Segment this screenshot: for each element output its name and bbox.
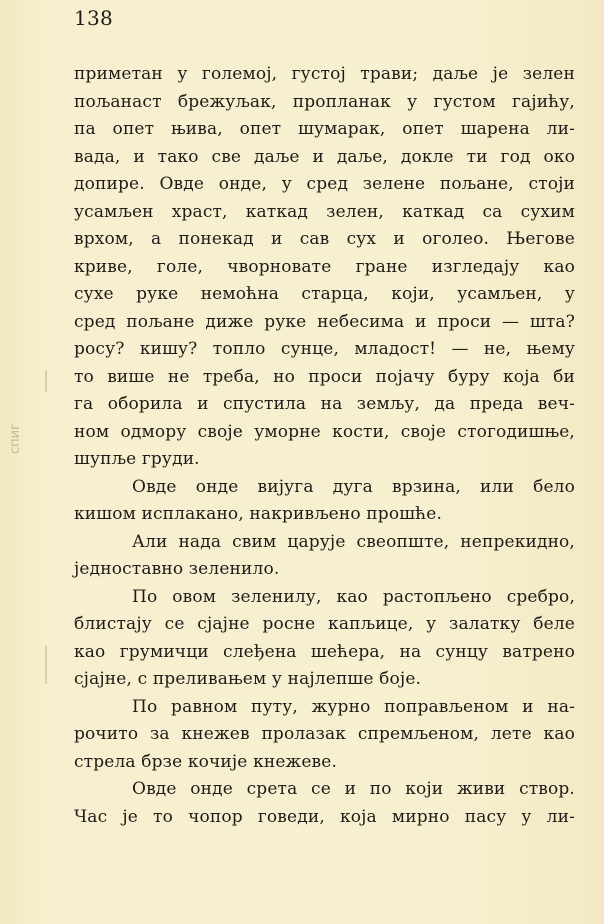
- text-line: једноставно зеленило.: [74, 559, 280, 579]
- paragraph-first-line: Овде онде срета се и по који живи створ.: [132, 779, 575, 799]
- text-line: кишом исплакано, накривљено прошће.: [74, 504, 443, 524]
- margin-pencil-stroke: [45, 646, 47, 684]
- margin-pencil-stroke: [45, 370, 47, 392]
- text-line: га оборила и спустила на земљу, да преда веч-: [74, 394, 575, 414]
- text-line: шупље груди.: [74, 449, 200, 469]
- text-line: блистају се сјајне росне капљице, у залатку беле: [74, 614, 575, 634]
- text-line: стрела брзе кочије кнежеве.: [74, 751, 338, 772]
- text-line: то више не треба, но проси појачу буру која би: [74, 366, 575, 387]
- text-line: криве, голе, чворновате гране изгледају као: [74, 256, 575, 277]
- text-line: приметан у големој, густој трави; даље је зелен: [74, 64, 575, 84]
- margin-pencil-note: спиг: [8, 423, 23, 454]
- page-number: 138: [74, 6, 114, 30]
- paragraph-first-line: По равном путу, журно поправљеном и на-: [132, 696, 575, 717]
- text-line: врхом, а понекад и сав сух и оголео. Његове: [74, 229, 575, 249]
- text-line: росу? кишу? топло сунце, младост! — не, њему: [74, 339, 575, 359]
- text-line: Час је то чопор говеди, која мирно пасу у ли-: [74, 806, 575, 827]
- text-line: вада, и тако све даље и даље, докле ти год око: [74, 146, 575, 167]
- text-line: ном одмору своје уморне кости, своје стогодишње,: [74, 421, 575, 442]
- paragraph-first-line: По овом зеленилу, као растопљено сребро,: [132, 586, 575, 607]
- text-line: па опет њива, опет шумарак, опет шарена ли-: [74, 119, 575, 139]
- text-line: допире. Овде онде, у сред зелене пољане, стоји: [74, 174, 575, 194]
- text-line: сухе руке немоћна старца, који, усамљен, у: [74, 284, 575, 304]
- paragraph-first-line: Али нада свим царује свеопште, непрекидно,: [132, 531, 575, 552]
- text-line: пољанаст брежуљак, пропланак у густом гајићу,: [74, 91, 575, 112]
- text-line: као грумичци слеђена шећера, на сунцу ватрено: [74, 641, 575, 662]
- text-line: усамљен храст, каткад зелен, каткад са сухим: [74, 201, 575, 222]
- text-line: сред пољане диже руке небесима и проси — шта?: [74, 311, 575, 332]
- text-line: рочито за кнежев пролазак спремљеном, лете као: [74, 724, 575, 744]
- body-text: [74, 61, 575, 831]
- paragraph-first-line: Овде онде вијуга дуга врзина, или бело: [132, 476, 575, 497]
- text-line: сјајне, с преливањем у најлепше боје.: [74, 669, 422, 689]
